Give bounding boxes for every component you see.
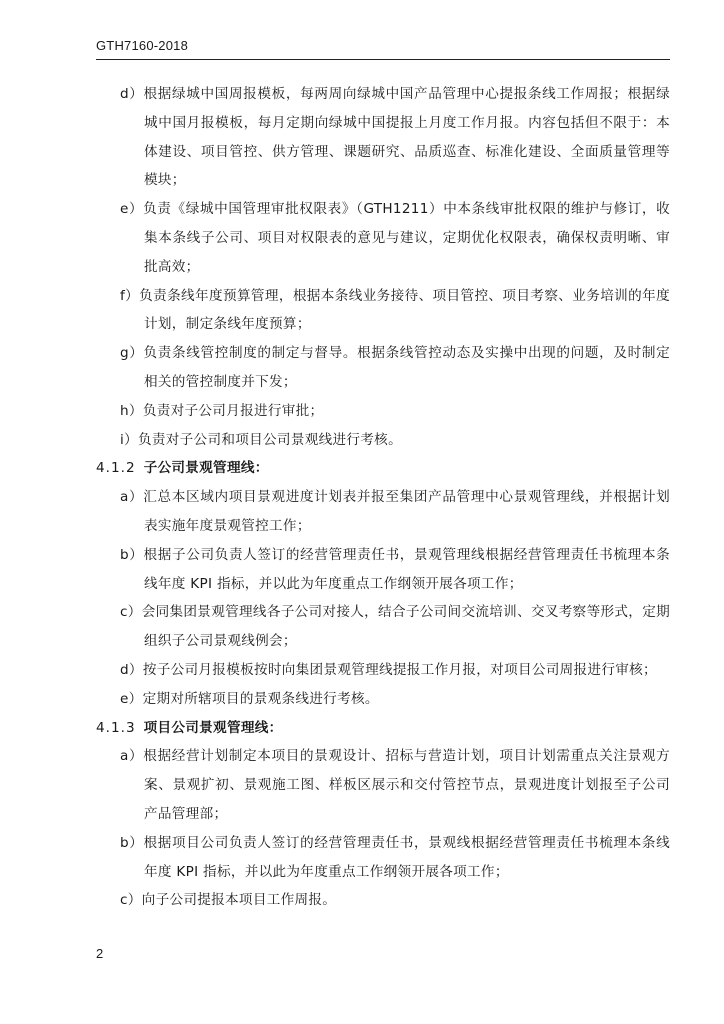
item-text: 负责条线年度预算管理，根据本条线业务接待、项目管控、项目考察、业务培训的年度计划，制定条线年度预算； [139, 287, 670, 333]
list-item [96, 426, 676, 455]
list-item [96, 656, 676, 685]
list-item [96, 598, 676, 656]
list-item [96, 886, 676, 915]
list-item [96, 541, 676, 599]
list-item [96, 339, 676, 397]
item-text: 负责对子公司月报进行审批； [142, 402, 324, 419]
list-item [96, 685, 676, 714]
item-text: 根据绿城中国周报模板，每两周向绿城中国产品管理中心提报条线工作周报；根据绿城中国月报模板，每月定期向绿城中国提报上月度工作月报。内容包括但不限于：本体建设、项目管控、供方管理、课题研究、品质巡查、标准化建设、全面质量管理等模块； [143, 86, 670, 189]
header-divider [96, 59, 670, 60]
item-text: 汇总本区域内项目景观进度计划表并报至集团产品管理中心景观管理线，并根据计划表实施年度景观管控工作； [143, 489, 670, 534]
list-item [96, 195, 676, 281]
item-label: d） [120, 661, 143, 678]
item-label: c） [120, 892, 142, 909]
item-text: 负责条线管控制度的制定与督导。根据条线管控动态及实操中出现的问题，及时制定相关的管控制度并下发； [143, 345, 670, 390]
item-text: 负责对子公司和项目公司景观线进行考核。 [137, 431, 402, 448]
section-title: 子公司景观管理线： [143, 460, 269, 477]
item-text: 根据项目公司负责人签订的经营管理责任书，景观线根据经营管理责任书梳理本条线年度 KPI 指标，并以此为年度重点工作纲领开展各项工作； [143, 834, 670, 880]
list-item [96, 80, 676, 195]
list-item [96, 282, 676, 340]
section-heading [96, 714, 676, 743]
item-label: a） [120, 748, 144, 765]
item-text: 根据子公司负责人签订的经营管理责任书，景观管理线根据经营管理责任书梳理本条线年度 KPI 指标，并以此为年度重点工作纲领开展各项工作； [143, 546, 670, 592]
document-code: GTH7160-2018 [96, 38, 189, 53]
item-label: b） [120, 834, 144, 851]
list-item [96, 397, 676, 426]
item-text: 按子公司月报模板按时向集团景观管理线提报工作月报，对项目公司周报进行审核； [142, 661, 657, 678]
item-label: e） [120, 690, 143, 707]
item-label: f） [120, 287, 140, 304]
item-text: 负责《绿城中国管理审批权限表》（GTH1211）中本条线审批权限的维护与修订，收集本条线子公司、项目对权限表的意见与建议，定期优化权限表，确保权责明晰、审批高效； [143, 201, 670, 275]
item-text: 向子公司提报本项目工作周报。 [141, 892, 337, 909]
item-text: 定期对所辖项目的景观条线进行考核。 [142, 690, 379, 707]
section-title: 项目公司景观管理线： [143, 719, 283, 736]
item-label: d） [120, 86, 144, 102]
list-item [96, 483, 676, 541]
item-text: 根据经营计划制定本项目的景观设计、招标与营造计划，项目计划需重点关注景观方案、景观扩初、景观施工图、样板区展示和交付管控节点，景观进度计划报至子公司产品管理部； [143, 748, 670, 822]
section-heading [96, 454, 676, 483]
section-number: 4.1.3 [96, 719, 136, 736]
list-item [96, 742, 676, 828]
item-label: b） [120, 546, 144, 563]
page-number: 2 [96, 946, 104, 961]
item-label: c） [120, 604, 142, 621]
item-label: h） [120, 402, 143, 419]
item-label: a） [120, 489, 144, 506]
item-text: 会同集团景观管理线各子公司对接人，结合子公司间交流培训、交叉考察等形式，定期组织子公司景观线例会； [141, 604, 670, 650]
section-number: 4.1.2 [96, 460, 136, 477]
item-label: e） [120, 201, 144, 218]
item-label: i） [120, 431, 138, 448]
item-label: g） [120, 345, 144, 362]
list-item [96, 829, 676, 887]
page-content [96, 80, 676, 915]
